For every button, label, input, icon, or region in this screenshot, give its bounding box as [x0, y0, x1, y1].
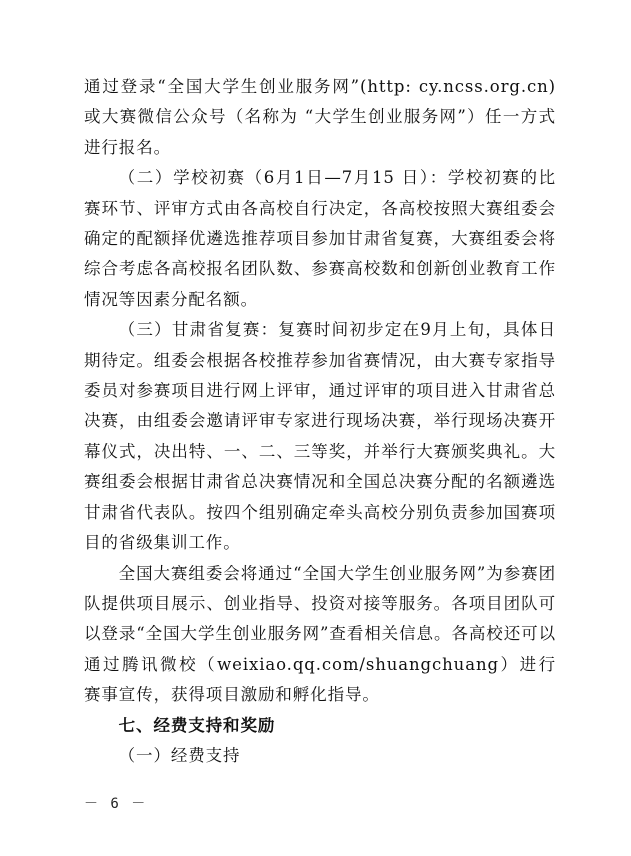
document-body: [84, 72, 556, 771]
section-heading-funding-awards: 七、经费支持和奖励: [118, 715, 276, 735]
paragraph-school-preliminary: （二）学校初赛（6月1日—7月15 日）：学校初赛的比赛环节、评审方式由各高校自行决定，各高校按照大赛组委会确定的配额择优遴选推荐项目参加甘肃省复赛，大赛组委会将综合考虑各高校报名团队数、参赛高校数和创新创业教育工作情况等因素分配名额。: [84, 168, 556, 309]
paragraph-national-services: 全国大赛组委会将通过“全国大学生创业服务网”为参赛团队提供项目展示、创业指导、投资对接等服务。各项目团队可以登录“全国大学生创业服务网”查看相关信息。各高校还可以通过腾讯微校（weixiao.qq.com/shuangchuang）进行赛事宣传，获得项目激励和孵化指导。: [84, 563, 556, 705]
paragraph-registration: 通过登录“全国大学生创业服务网”(http: cy.ncss.org.cn)或大赛微信公众号（名称为 “大学生创业服务网”）任一方式进行报名。: [84, 77, 556, 157]
subsection-heading-funding: （一）经费支持: [118, 745, 241, 765]
page-number: － 6 －: [84, 796, 148, 812]
paragraph-provincial-semifinal: （三）甘肃省复赛：复赛时间初步定在9月上旬，具体日期待定。组委会根据各校推荐参加省赛情况，由大赛专家指导委员对参赛项目进行网上评审，通过评审的项目进入甘肃省总决赛，由组委会邀请评审专家进行现场决赛，举行现场决赛开幕仪式，决出特、一、二、三等奖，并举行大赛颁奖典礼。大赛组委会根据甘肃省总决赛情况和全国总决赛分配的名额遴选甘肃省代表队。按四个组别确定牵头高校分别负责参加国赛项目的省级集训工作。: [84, 320, 556, 553]
